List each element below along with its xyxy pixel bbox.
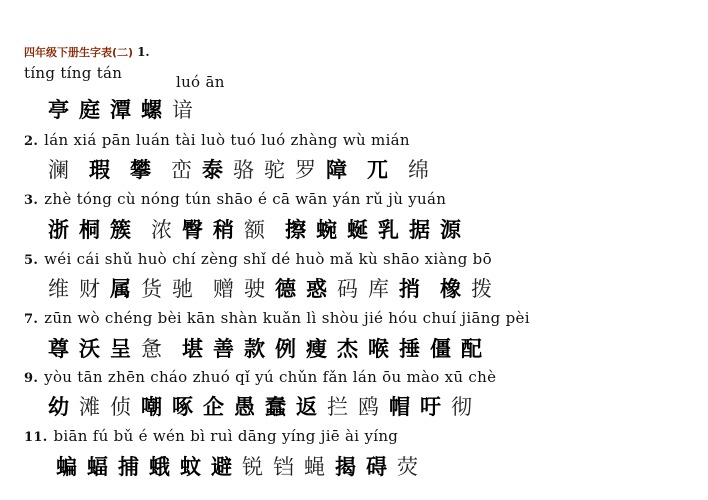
hanzi-character: 瑕 [89, 158, 110, 182]
hanzi-character: 驼 [264, 158, 285, 182]
character-line [48, 214, 471, 244]
hanzi-character: 维 [48, 277, 69, 301]
hanzi-character: 呈 [110, 337, 131, 361]
row-number: 7. [24, 312, 39, 327]
hanzi-character: 兀 [367, 158, 388, 182]
hanzi-character: 泰 [202, 158, 223, 182]
hanzi-character: 澜 [48, 158, 69, 182]
hanzi-character: 蝇 [304, 455, 325, 479]
hanzi-character: 铛 [273, 455, 294, 479]
character-line [48, 94, 203, 124]
hanzi-character: 侦 [110, 395, 131, 419]
hanzi-character: 锐 [242, 455, 263, 479]
page-title-line [24, 44, 150, 60]
hanzi-character: 据 [409, 218, 430, 242]
pinyin-line: 2. lán xiá pān luán tài luò tuó luó zhàng wù mián [24, 131, 410, 149]
hanzi-character: 峦 [171, 158, 192, 182]
hanzi-character: 亭 [48, 98, 69, 122]
hanzi-character: 啄 [172, 395, 193, 419]
hanzi-character: 骆 [233, 158, 254, 182]
hanzi-character: 拨 [471, 277, 492, 301]
hanzi-character: 善 [213, 337, 234, 361]
hanzi-character: 款 [244, 337, 265, 361]
hanzi-character: 罗 [295, 158, 316, 182]
row-number: 2. [24, 134, 39, 149]
hanzi-character: 彻 [451, 395, 472, 419]
hanzi-character: 赠 [213, 277, 234, 301]
hanzi-character: 源 [440, 218, 461, 242]
hanzi-character: 驶 [244, 277, 265, 301]
hanzi-character: 堪 [182, 337, 203, 361]
hanzi-character: 桐 [79, 218, 100, 242]
row-number: 3. [24, 193, 39, 208]
hanzi-character: 臀 [182, 218, 203, 242]
hanzi-character: 蛾 [149, 455, 170, 479]
character-line [48, 154, 439, 184]
hanzi-character: 障 [326, 158, 347, 182]
hanzi-character: 橡 [440, 277, 461, 301]
pinyin-line: 11. biān fú bǔ é wén bì ruì dāng yíng jiē ài yíng [24, 427, 399, 445]
hanzi-character: 瘦 [306, 337, 327, 361]
hanzi-character: 喉 [368, 337, 389, 361]
hanzi-character: 滩 [79, 395, 100, 419]
hanzi-character: 乳 [378, 218, 399, 242]
hanzi-character: 杰 [337, 337, 358, 361]
hanzi-character: 沃 [79, 337, 100, 361]
pinyin-line-extra: luó ān [176, 73, 225, 91]
hanzi-character: 碍 [366, 455, 387, 479]
hanzi-character: 擦 [285, 218, 306, 242]
hanzi-character: 捶 [399, 337, 420, 361]
hanzi-character: 捎 [399, 277, 420, 301]
hanzi-character: 绵 [408, 158, 429, 182]
hanzi-character: 货 [141, 277, 162, 301]
hanzi-character: 捕 [118, 455, 139, 479]
hanzi-character: 德 [275, 277, 296, 301]
hanzi-character: 鸥 [358, 395, 379, 419]
character-line [48, 333, 492, 363]
hanzi-character: 库 [368, 277, 389, 301]
hanzi-character: 尊 [48, 337, 69, 361]
pinyin-line: 3. zhè tóng cù nóng tún shāo é cā wān yán rǔ jù yuán [24, 190, 447, 208]
character-line [56, 451, 428, 481]
hanzi-character: 蝠 [87, 455, 108, 479]
hanzi-character: 浙 [48, 218, 69, 242]
hanzi-character: 浓 [151, 218, 172, 242]
hanzi-character: 码 [337, 277, 358, 301]
character-line [48, 273, 502, 303]
hanzi-character: 潭 [110, 98, 131, 122]
hanzi-character: 簇 [110, 218, 131, 242]
hanzi-character: 僵 [430, 337, 451, 361]
hanzi-character: 幼 [48, 395, 69, 419]
row-number: 11. [24, 430, 48, 445]
hanzi-character: 财 [79, 277, 100, 301]
hanzi-character: 拦 [327, 395, 348, 419]
hanzi-character: 蚊 [180, 455, 201, 479]
row-number: 9. [24, 371, 39, 386]
hanzi-character: 揭 [335, 455, 356, 479]
hanzi-character: 荧 [397, 455, 418, 479]
hanzi-character: 愚 [234, 395, 255, 419]
character-line [48, 391, 482, 421]
hanzi-character: 避 [211, 455, 232, 479]
row-number: 5. [24, 253, 39, 268]
hanzi-character: 例 [275, 337, 296, 361]
pinyin-line: 7. zūn wò chéng bèi kān shàn kuǎn lì shòu jié hóu chuí jiāng pèi [24, 309, 530, 327]
hanzi-character: 蜿 [316, 218, 337, 242]
hanzi-character: 谙 [172, 98, 193, 122]
hanzi-character: 吁 [420, 395, 441, 419]
pinyin-line: 5. wéi cái shǔ huò chí zèng shǐ dé huò mǎ kù shāo xiàng bō [24, 250, 492, 268]
hanzi-character: 蠢 [265, 395, 286, 419]
hanzi-character: 惑 [306, 277, 327, 301]
hanzi-character: 配 [461, 337, 482, 361]
hanzi-character: 庭 [79, 98, 100, 122]
hanzi-character: 驰 [172, 277, 193, 301]
hanzi-character: 企 [203, 395, 224, 419]
hanzi-character: 返 [296, 395, 317, 419]
pinyin-line: 9. yòu tān zhēn cháo zhuó qǐ yú chǔn fǎn lán ōu mào xū chè [24, 368, 497, 386]
pinyin-line: tíng tíng tán [24, 64, 123, 82]
hanzi-character: 嘲 [141, 395, 162, 419]
hanzi-character: 惫 [141, 337, 162, 361]
hanzi-character: 属 [110, 277, 131, 301]
hanzi-character: 蝙 [56, 455, 77, 479]
page-title: 四年级下册生字表(二) [24, 46, 134, 59]
hanzi-character: 蜒 [347, 218, 368, 242]
hanzi-character: 额 [244, 218, 265, 242]
hanzi-character: 稍 [213, 218, 234, 242]
row-number: 1. [137, 45, 150, 59]
hanzi-character: 攀 [130, 158, 151, 182]
hanzi-character: 螺 [141, 98, 162, 122]
hanzi-character: 帽 [389, 395, 410, 419]
